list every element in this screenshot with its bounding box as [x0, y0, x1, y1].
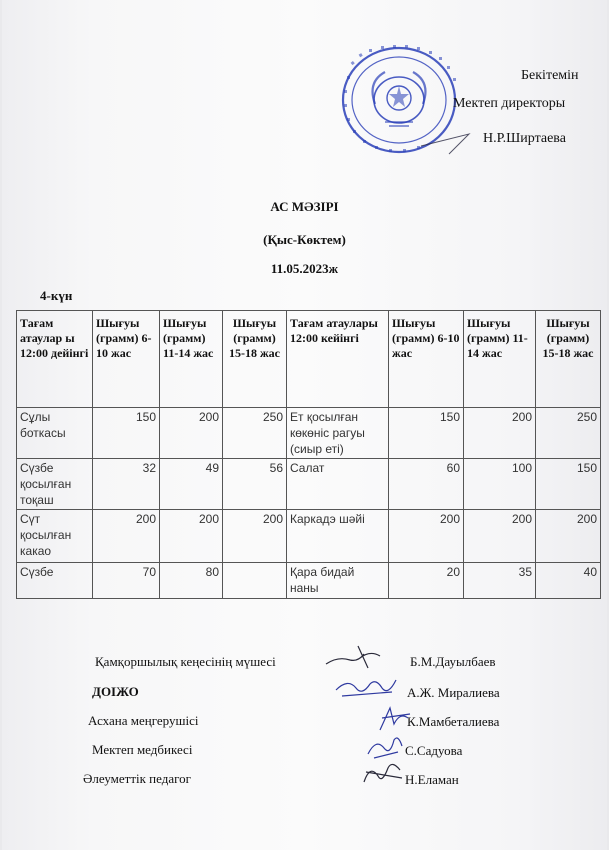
signature-role: Мектеп медбикесі: [92, 742, 193, 757]
table-row: [17, 563, 601, 599]
gram-cell: 200: [464, 408, 536, 459]
dish-cell: Салат: [287, 459, 389, 510]
dish-cell: Сүзбе қосылған тоқаш: [17, 459, 93, 510]
header-cell: Тағам атаулары 12:00 кейінгі: [287, 311, 389, 408]
gram-cell: 20: [389, 563, 464, 599]
table-row: [17, 408, 601, 459]
menu-date: 11.05.2023ж: [270, 261, 339, 276]
dish-cell: Ет қосылған көкөніс рагуы (сиыр еті): [287, 408, 389, 459]
header-cell: Шығуы (грамм) 6-10 жас: [93, 311, 160, 408]
signature-name: С.Садуова: [405, 743, 463, 758]
gram-cell: 80: [160, 563, 223, 599]
gram-cell: 70: [93, 563, 160, 599]
gram-cell: 200: [160, 408, 223, 459]
gram-cell: 40: [536, 563, 601, 599]
season-label: (Қыс-Көктем): [263, 232, 346, 247]
gram-cell: 200: [464, 510, 536, 563]
table-header-row: [17, 311, 601, 408]
signature-role: Асхана меңгерушісі: [88, 713, 199, 728]
handwritten-signature: [364, 732, 404, 760]
dish-cell: Сұлы боткасы: [17, 408, 93, 459]
approval-line: Бекітемін: [521, 68, 579, 83]
header-cell: Шығуы (грамм) 15-18 жас: [223, 311, 287, 408]
handwritten-signature: [360, 758, 406, 788]
dish-cell: Сүт қосылған какао: [17, 510, 93, 563]
gram-cell: 200: [160, 510, 223, 563]
gram-cell: 56: [223, 459, 287, 510]
table-row: [17, 510, 601, 563]
gram-cell: 200: [536, 510, 601, 563]
page-title: АС МӘЗІРІ: [270, 199, 339, 214]
gram-cell: 150: [536, 459, 601, 510]
gram-cell: 100: [464, 459, 536, 510]
gram-cell: 32: [93, 459, 160, 510]
gram-cell: 250: [536, 408, 601, 459]
approval-name: Н.Р.Ширтаева: [483, 131, 566, 146]
document-page: [2, 0, 607, 850]
signature-name: Б.М.Дауылбаев: [410, 654, 496, 669]
day-label: 4-күн: [40, 288, 73, 303]
signature-role: Қамқоршылық кеңесінің мүшесі: [95, 654, 276, 669]
signature-name: К.Мамбеталиева: [407, 714, 500, 729]
signature-name: А.Ж. Миралиева: [407, 685, 500, 700]
menu-table: [16, 310, 601, 599]
gram-cell: 150: [93, 408, 160, 459]
gram-cell: 200: [223, 510, 287, 563]
gram-cell: 200: [389, 510, 464, 563]
header-cell: Шығуы (грамм) 15-18 жас: [536, 311, 601, 408]
table-row: [17, 459, 601, 510]
approval-position: Мектеп директоры: [453, 96, 566, 111]
dish-cell: Каркадэ шәйі: [287, 510, 389, 563]
header-cell: Шығуы (грамм) 11-14 жас: [160, 311, 223, 408]
handwritten-signature: [324, 644, 384, 670]
signature-name: Н.Еламан: [405, 772, 459, 787]
dish-cell: Сүзбе: [17, 563, 93, 599]
gram-cell: [223, 563, 287, 599]
handwritten-signature: [374, 704, 414, 732]
gram-cell: 60: [389, 459, 464, 510]
gram-cell: 200: [93, 510, 160, 563]
signature-role: Әлеуметтік педагог: [83, 771, 191, 786]
header-cell: Тағам атаулар ы 12:00 дейінгі: [17, 311, 93, 408]
gram-cell: 49: [160, 459, 223, 510]
signature-role: ДОІЖО: [92, 684, 139, 699]
dish-cell: Қара бидай наны: [287, 563, 389, 599]
header-cell: Шығуы (грамм) 11-14 жас: [464, 311, 536, 408]
official-seal: [337, 42, 472, 157]
gram-cell: 250: [223, 408, 287, 459]
gram-cell: 150: [389, 408, 464, 459]
header-cell: Шығуы (грамм) 6-10 жас: [389, 311, 464, 408]
gram-cell: 35: [464, 563, 536, 599]
handwritten-signature: [332, 674, 400, 700]
